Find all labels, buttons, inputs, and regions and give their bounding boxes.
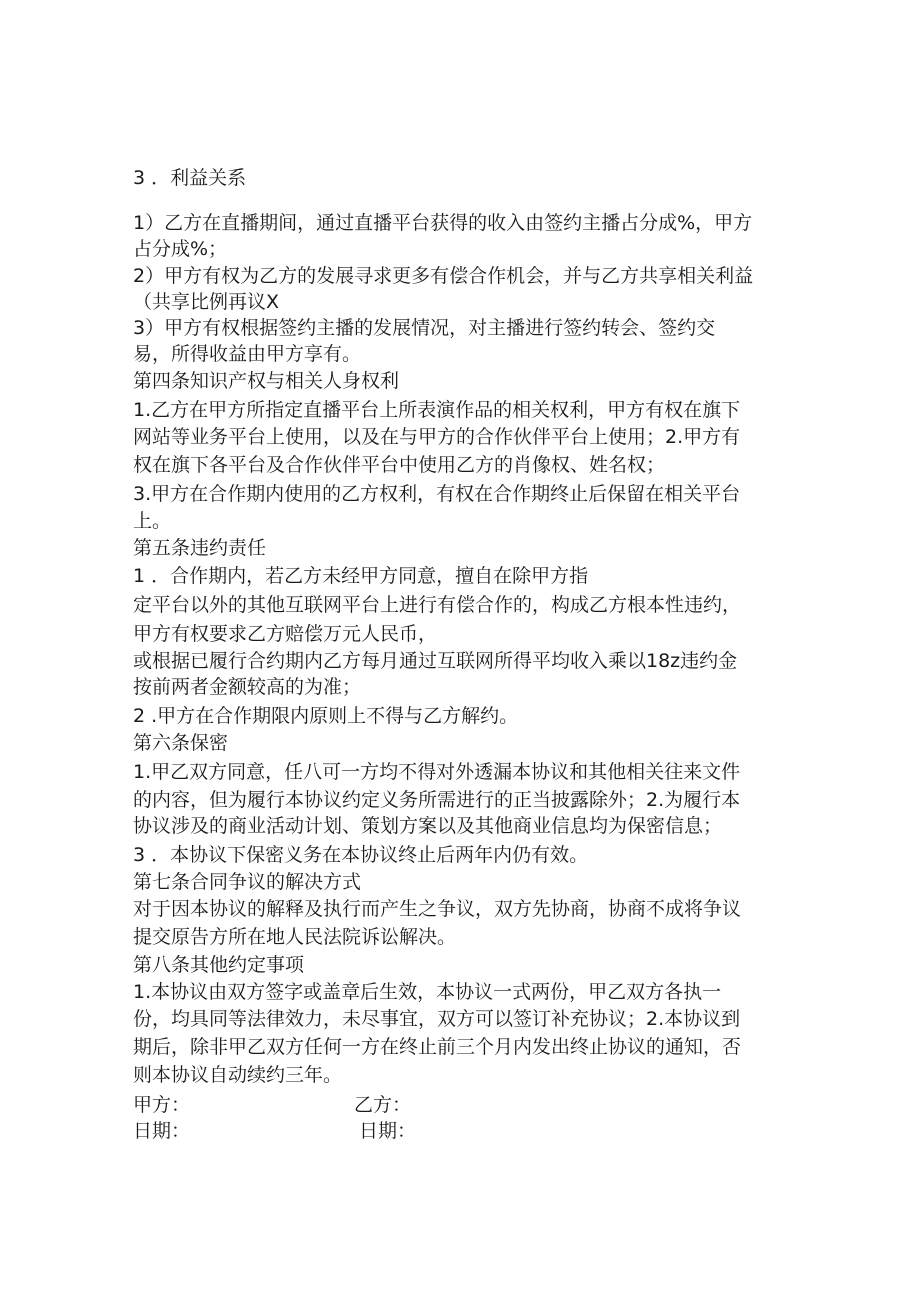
party-a-label: 甲方： [133, 1094, 191, 1116]
text-line: （共享比例再议X [133, 291, 280, 313]
text-line: 易，所得收益由甲方享有。 [133, 343, 362, 365]
section-heading: 第八条其他约定事项 [133, 954, 305, 976]
text-line: 3）甲方有权根据签约主播的发展情况，对主播进行签约转会、签约交 [133, 317, 716, 339]
text-line: 协议涉及的商业活动计划、策划方案以及其他商业信息均为保密信息； [133, 815, 723, 837]
text-line: 上。 [133, 510, 172, 532]
text-line: 期后，除非甲乙双方任何一方在终止前三个月内发出终止协议的通知，否 [133, 1036, 742, 1058]
section-heading: 第七条合同争议的解决方式 [133, 871, 362, 893]
text-line: 3 ．本协议下保密义务在本协议终止后两年内仍有效。 [133, 844, 589, 866]
text-line: 对于因本协议的解释及执行而产生之争议，双方先协商，协商不成将争议 [133, 898, 742, 920]
text-line: 或根据已履行合约期内乙方每月通过互联网所得平均收入乘以18z违约金 [133, 650, 738, 672]
date-b-label: 日期： [359, 1120, 417, 1142]
text-line: 1.乙方在甲方所指定直播平台上所表演作品的相关权利，甲方有权在旗下 [133, 399, 741, 421]
text-line: 定平台以外的其他互联网平台上进行有偿合作的，构成乙方根本性违约， [133, 594, 742, 616]
text-line: 3 ．利益关系 [133, 167, 247, 189]
party-b-label: 乙方： [354, 1094, 412, 1116]
section-heading: 第六条保密 [133, 732, 229, 754]
section-heading: 第五条违约责任 [133, 537, 267, 559]
text-line: 2）甲方有权为乙方的发展寻求更多有偿合作机会，并与乙方共享相关利益 [133, 265, 754, 287]
text-line: 占分成%； [133, 238, 228, 260]
text-line: 甲方有权要求乙方赔偿万元人民币， [133, 623, 438, 645]
text-line: 按前两者金额较高的为准； [133, 676, 362, 698]
text-line: 则本协议自动续约三年。 [133, 1064, 343, 1086]
text-line: 1.甲乙双方同意，任八可一方均不得对外透漏本协议和其他相关往来文件 [133, 761, 741, 783]
text-line: 1 ．合作期内，若乙方未经甲方同意，擅自在除甲方指 [133, 565, 589, 587]
text-line: 的内容，但为履行本协议约定义务所需进行的正当披露除外；2.为履行本 [133, 789, 741, 811]
date-a-label: 日期： [133, 1120, 191, 1142]
text-line: 份，均具同等法律效力，未尽事宜，双方可以签订补充协议；2.本协议到 [133, 1008, 741, 1030]
section-heading: 第四条知识产权与相关人身权利 [133, 370, 400, 392]
text-line: 网站等业务平台上使用，以及在与甲方的合作伙伴平台上使用；2.甲方有 [133, 426, 741, 448]
text-line: 提交原告方所在地人民法院诉讼解决。 [133, 926, 457, 948]
text-line: 1）乙方在直播期间，通过直播平台获得的收入由签约主播占分成%，甲方 [133, 212, 753, 234]
text-line: 2 .甲方在合作期限内原则上不得与乙方解约。 [133, 705, 519, 727]
text-line: 1.本协议由双方签字或盖章后生效，本协议一式两份，甲乙双方各执一 [133, 981, 722, 1003]
text-line: 3.甲方在合作期内使用的乙方权利，有权在合作期终止后保留在相关平台 [133, 483, 741, 505]
text-line: 权在旗下各平台及合作伙伴平台中使用乙方的肖像权、姓名权； [133, 454, 666, 476]
